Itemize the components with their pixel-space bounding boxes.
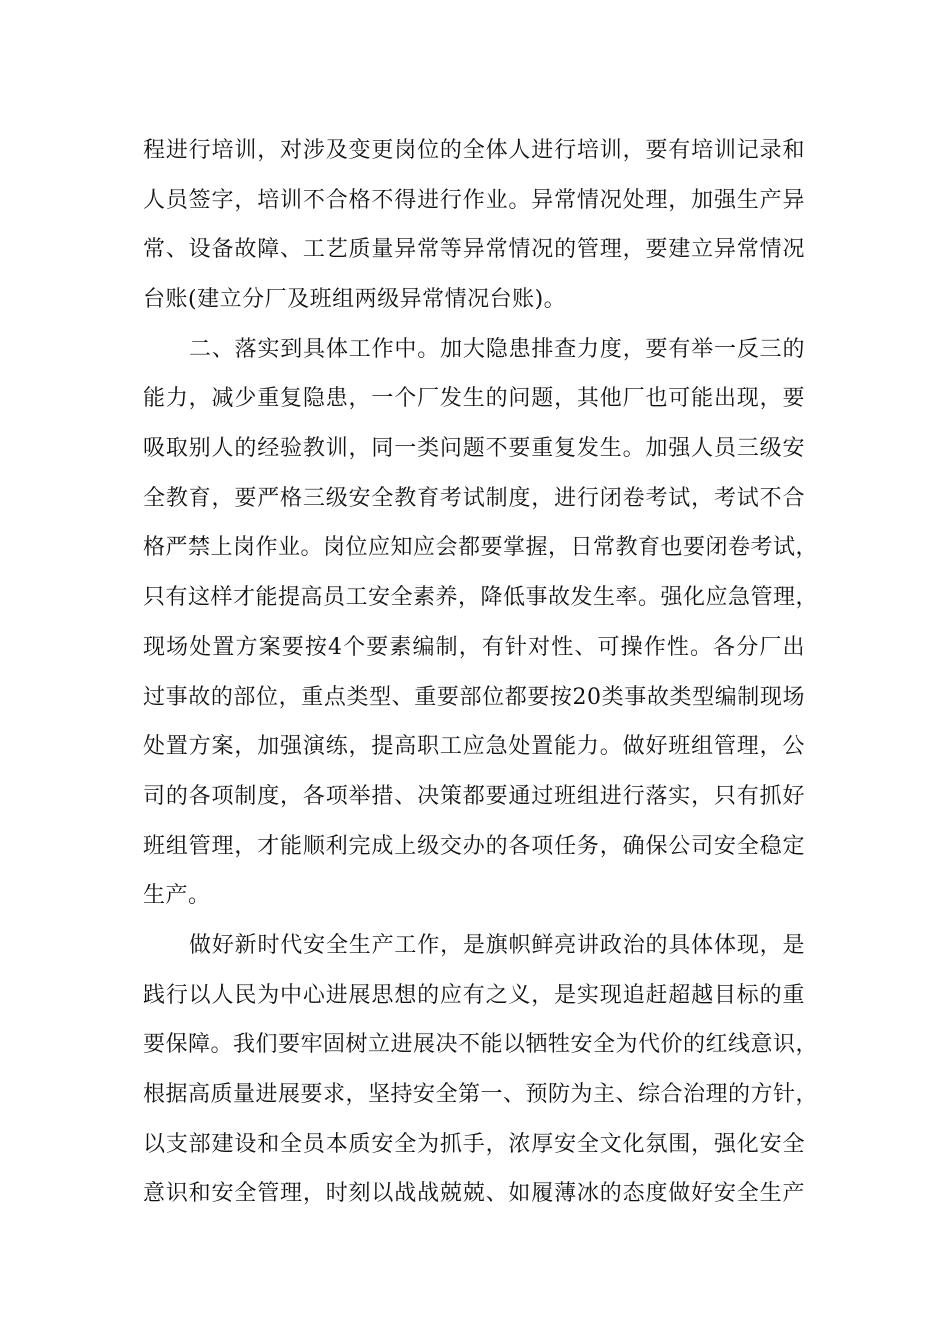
text-line: 践行以人民为中心进展思想的应有之义，是实现追赶超越目标的重	[143, 983, 805, 1008]
text-line: 班组管理，才能顺利完成上级交办的各项任务，确保公司安全稳定	[143, 834, 805, 859]
text-line: 生产。	[143, 883, 211, 908]
text-line: 过事故的部位，重点类型、重要部位都要按20类事故类型编制现场	[143, 685, 805, 710]
text-line: 全教育，要严格三级安全教育考试制度，进行闭卷考试，考试不合	[143, 486, 805, 511]
text-line: 能力，减少重复隐患，一个厂发生的问题，其他厂也可能出现，要	[143, 386, 805, 411]
text-line: 根据高质量进展要求，坚持安全第一、预防为主、综合治理的方针，	[143, 1082, 819, 1107]
text-line: 人员签字，培训不合格不得进行作业。异常情况处理，加强生产异	[143, 188, 805, 213]
text-line: 只有这样才能提高员工安全素养，降低事故发生率。强化应急管理，	[143, 585, 819, 610]
paragraph-first-line: 二、落实到具体工作中。加大隐患排查力度，要有举一反三的	[189, 337, 805, 362]
text-line: 台账(建立分厂及班组两级异常情况台账)。	[143, 287, 567, 312]
text-line: 常、设备故障、工艺质量异常等异常情况的管理，要建立异常情况	[143, 237, 805, 262]
text-line: 程进行培训，对涉及变更岗位的全体人进行培训，要有培训记录和	[143, 138, 805, 163]
text-line: 处置方案，加强演练，提高职工应急处置能力。做好班组管理，公	[143, 734, 805, 759]
paragraph-first-line: 做好新时代安全生产工作，是旗帜鲜亮讲政治的具体体现，是	[189, 933, 805, 958]
text-line: 以支部建设和全员本质安全为抓手，浓厚安全文化氛围，强化安全	[143, 1132, 805, 1157]
text-line: 意识和安全管理，时刻以战战兢兢、如履薄冰的态度做好安全生产	[143, 1181, 805, 1206]
text-line: 要保障。我们要牢固树立进展决不能以牺牲安全为代价的红线意识，	[143, 1032, 819, 1057]
text-line: 吸取别人的经验教训，同一类问题不要重复发生。加强人员三级安	[143, 436, 805, 461]
text-line: 司的各项制度，各项举措、决策都要通过班组进行落实，只有抓好	[143, 784, 805, 809]
text-line: 现场处置方案要按4个要素编制，有针对性、可操作性。各分厂出	[143, 635, 805, 660]
text-line: 格严禁上岗作业。岗位应知应会都要掌握，日常教育也要闭卷考试，	[143, 535, 819, 560]
